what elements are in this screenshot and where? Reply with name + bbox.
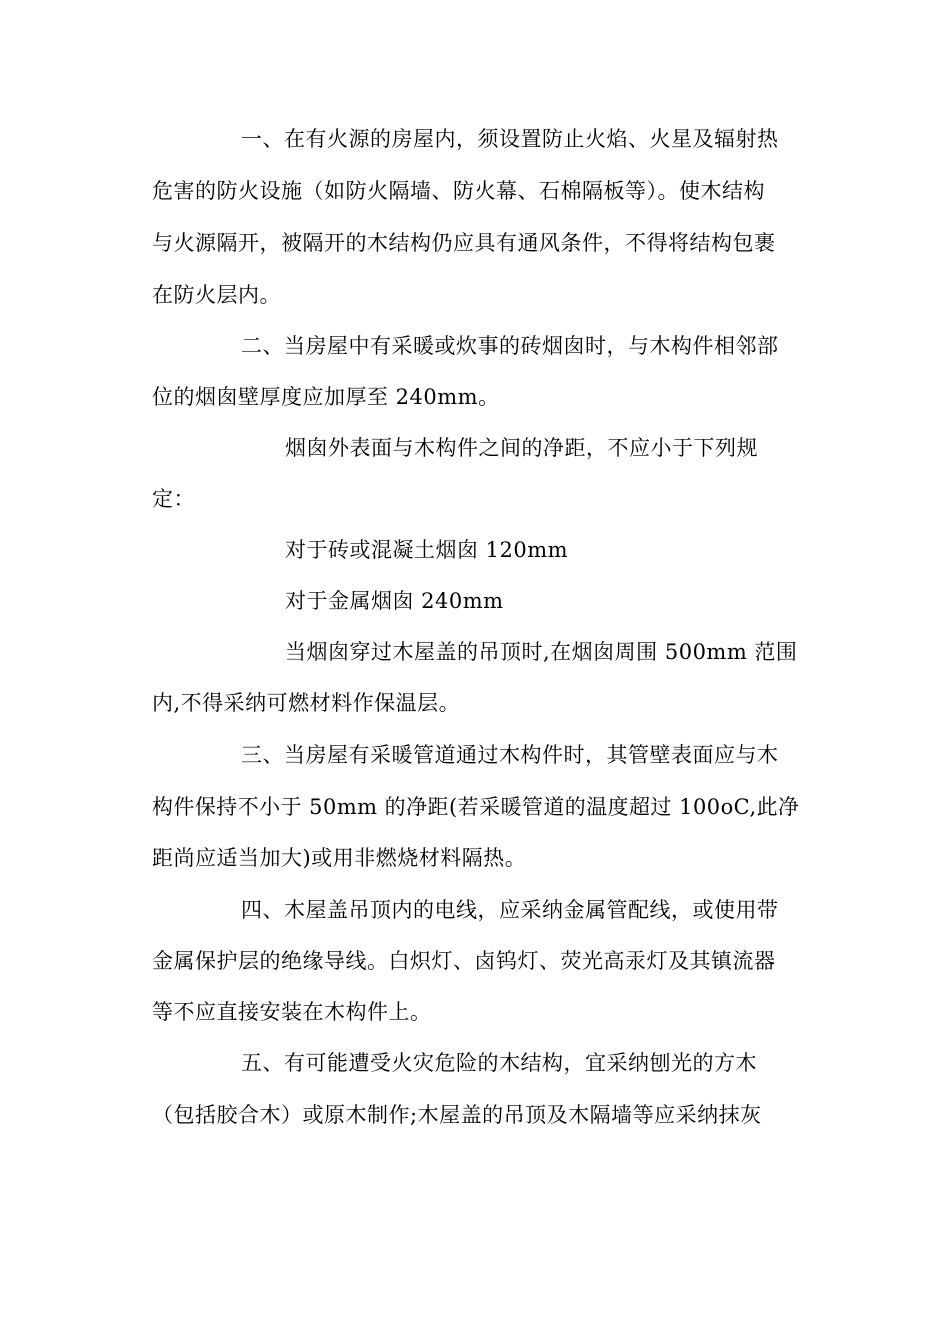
paragraph-7-line-3: 距尚应适当加大)或用非燃烧材料隔热。 <box>152 846 527 870</box>
paragraph-4-line-1: 对于砖或混凝土烟囱 120mm <box>285 538 569 562</box>
paragraph-1-line-3: 与火源隔开，被隔开的木结构仍应具有通风条件，不得将结构包裹 <box>152 231 776 255</box>
paragraph-5-line-1: 对于金属烟囱 240mm <box>285 589 504 613</box>
paragraph-8-line-1: 四、木屋盖吊顶内的电线，应采纳金属管配线，或使用带 <box>241 898 779 922</box>
paragraph-6-line-2: 内,不得采纳可燃材料作保温层。 <box>152 691 461 715</box>
paragraph-2-line-1: 二、当房屋中有采暖或炊事的砖烟囱时，与木构件相邻部 <box>241 334 779 358</box>
paragraph-9-line-1: 五、有可能遭受火灾危险的木结构，宜采纳刨光的方木 <box>241 1051 757 1075</box>
paragraph-3-line-2: 定： <box>152 487 195 511</box>
paragraph-6-line-1: 当烟囱穿过木屋盖的吊顶时,在烟囱周围 500mm 范围 <box>285 640 798 664</box>
paragraph-7-line-2: 构件保持不小于 50mm 的净距(若采暖管道的温度超过 100oC,此净 <box>152 795 800 819</box>
paragraph-2-line-2: 位的烟囱壁厚度应加厚至 240mm。 <box>152 385 500 409</box>
paragraph-7-line-1: 三、当房屋有采暖管道通过木构件时，其管壁表面应与木 <box>241 743 779 767</box>
paragraph-1-line-4: 在防火层内。 <box>152 283 281 307</box>
paragraph-8-line-3: 等不应直接安装在木构件上。 <box>152 1000 432 1024</box>
paragraph-9-line-2: （包括胶合木）或原木制作;木屋盖的吊顶及木隔墙等应采纳抹灰 <box>152 1103 762 1127</box>
paragraph-1-line-2: 危害的防火设施（如防火隔墙、防火幕、石棉隔板等）。使木结构 <box>152 179 765 203</box>
paragraph-1-line-1: 一、在有火源的房屋内，须设置防止火焰、火星及辐射热 <box>241 127 779 151</box>
paragraph-8-line-2: 金属保护层的绝缘导线。白炽灯、卤钨灯、荧光高汞灯及其镇流器 <box>152 949 776 973</box>
paragraph-3-line-1: 烟囱外表面与木构件之间的净距，不应小于下列规 <box>285 436 758 460</box>
